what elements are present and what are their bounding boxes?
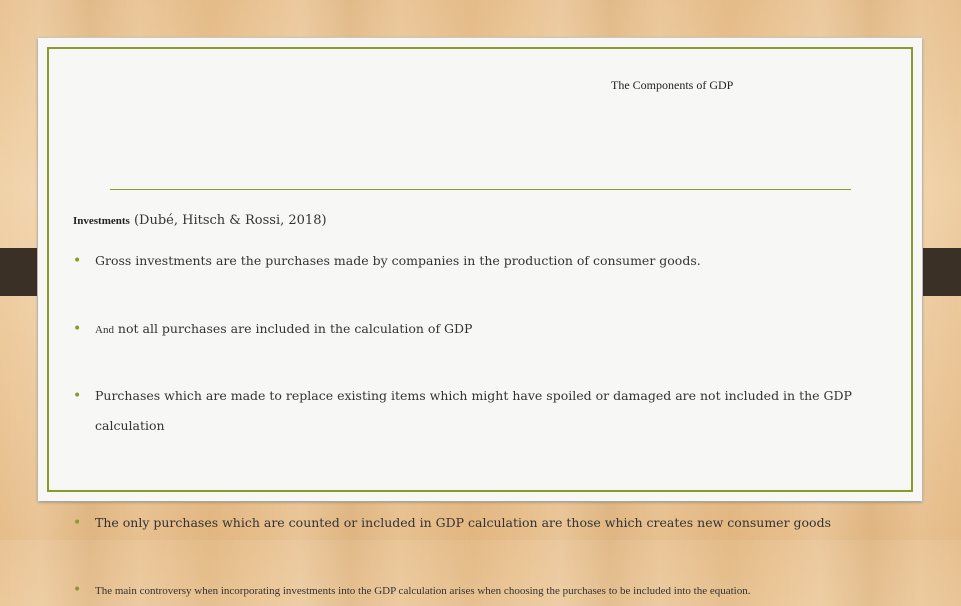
bullet-text: not all purchases are included in the calculation of GDP xyxy=(113,321,473,336)
list-item xyxy=(73,575,863,606)
bullet-text: The only purchases which are counted or included in GDP calculation are those which creates new consumer goods xyxy=(95,515,831,530)
title-divider xyxy=(110,189,851,190)
bullet-icon: • xyxy=(73,388,82,404)
section-heading xyxy=(73,213,327,228)
list-item xyxy=(73,381,863,441)
bullet-text: Gross investments are the purchases made by companies in the production of consumer goods. xyxy=(95,253,701,268)
bullet-icon: • xyxy=(73,515,82,531)
bullet-prefix: And xyxy=(95,324,114,336)
slide xyxy=(38,38,922,598)
bullet-icon: • xyxy=(73,582,82,598)
bullet-text: The main controversy when incorporating investments into the GDP calculation arises when choosing the purchases to be included into the equation. xyxy=(95,585,751,597)
heading-label: Investments xyxy=(73,215,130,227)
bullet-icon: • xyxy=(73,253,82,269)
list-item xyxy=(73,246,863,276)
heading-citation: (Dubé, Hitsch & Rossi, 2018) xyxy=(129,213,327,228)
bullet-text: Purchases which are made to replace existing items which might have spoiled or damaged are not included in the GDP calculation xyxy=(95,388,852,433)
bullet-icon: • xyxy=(73,321,82,337)
bullet-list xyxy=(73,246,863,598)
slide-title: The Components of GDP xyxy=(611,78,734,92)
list-item xyxy=(73,314,863,345)
list-item xyxy=(73,508,863,538)
